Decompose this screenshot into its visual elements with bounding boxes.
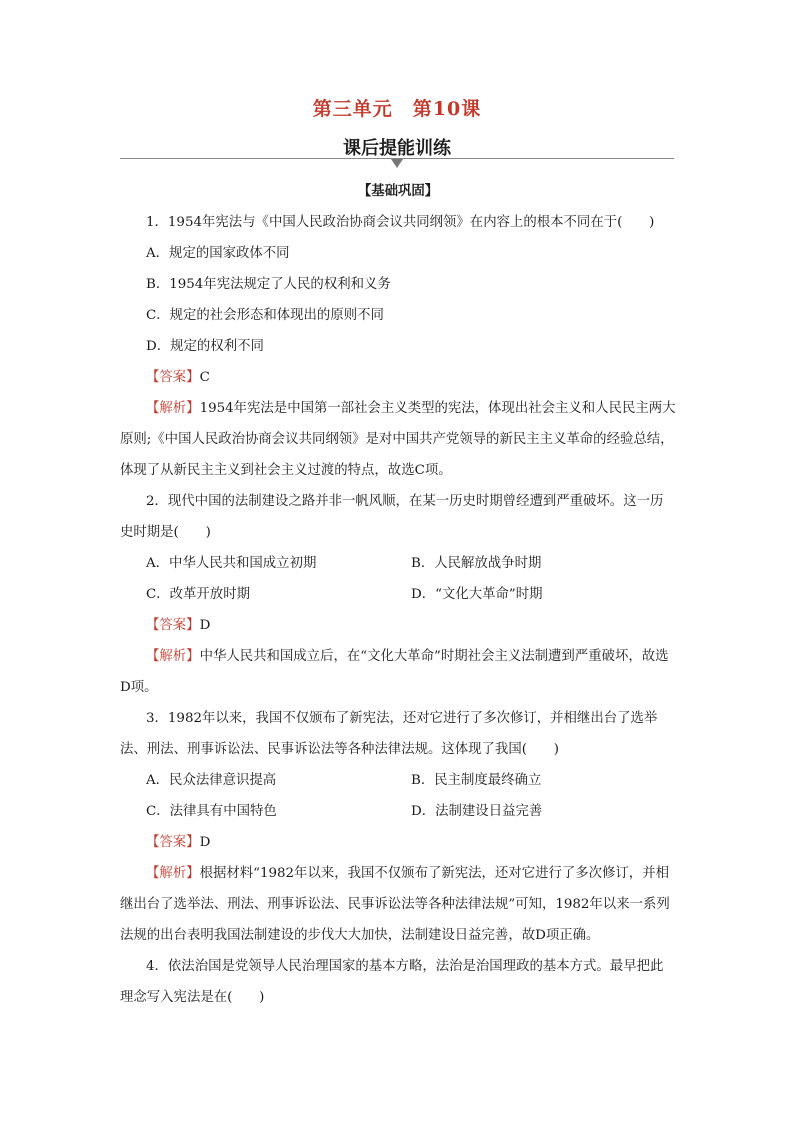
question-2-options-row-1: [120, 548, 676, 579]
question-2-answer: [120, 610, 676, 641]
page-subtitle: 课后提能训练: [343, 138, 451, 159]
question-2-options-row-2: [120, 579, 676, 610]
answer-label: 【答案】: [146, 370, 200, 385]
question-3-option-a: A．民众法律意识提高: [146, 773, 277, 788]
question-4-stem: 4．依法治国是党领导人民治理国家的基本方略，法治是治国理政的基本方式。最早把此理念写入宪法是在( ): [120, 959, 664, 1005]
question-1-analysis: [120, 393, 676, 486]
question-3-answer: [120, 827, 676, 858]
triangle-marker-icon: [391, 159, 403, 168]
analysis-text: 根据材料“1982年以来，我国不仅颁布了新宪法，还对它进行了多次修订，并相继出台了选举法、刑法、刑事诉讼法、民事诉讼法等各种法律法规”可知，1982年以来一系列法规的出台表明我国法制建设的步伐大大加快，法制建设日益完善，故D项正确。: [120, 866, 670, 943]
question-3-option-d: D．法制建设日益完善: [411, 804, 543, 819]
analysis-text: 中华人民共和国成立后，在“文化大革命”时期社会主义法制遭到严重破坏，故选D项。: [120, 649, 669, 695]
exercise-content: [120, 176, 676, 1013]
answer-label: 【答案】: [146, 835, 200, 850]
question-2-option-b: B．人民解放战争时期: [411, 556, 542, 571]
analysis-label: 【解析】: [146, 866, 200, 881]
page-title: 第三单元 第10课: [312, 98, 482, 120]
question-1-option-a: A．规定的国家政体不同: [146, 246, 290, 261]
question-2-option-d: D．“文化大革命”时期: [411, 587, 543, 602]
question-2-analysis: [120, 641, 676, 703]
question-2-option-a: A．中华人民共和国成立初期: [146, 556, 317, 571]
question-1-option-b: B．1954年宪法规定了人民的权利和义务: [146, 277, 391, 292]
answer-value: C: [199, 370, 210, 385]
question-2-stem: 2．现代中国的法制建设之路并非一帆风顺，在某一历史时期曾经遭到严重破坏。这一历史时期是( ): [120, 494, 664, 540]
question-2-option-c: C．改革开放时期: [146, 587, 250, 602]
question-1-answer: [120, 362, 676, 393]
question-1-option-d: D．规定的权利不同: [146, 339, 264, 354]
question-3-analysis: [120, 858, 676, 951]
analysis-label: 【解析】: [146, 401, 200, 416]
question-3-option-b: B．民主制度最终确立: [411, 773, 542, 788]
question-3-stem: 3．1982年以来，我国不仅颁布了新宪法，还对它进行了多次修订，并相继出台了选举法、刑法、刑事诉讼法、民事诉讼法等各种法律法规。这体现了我国( ): [120, 711, 658, 757]
answer-value: D: [199, 618, 211, 633]
question-1-option-c: C．规定的社会形态和体现出的原则不同: [146, 308, 384, 323]
analysis-text: 1954年宪法是中国第一部社会主义类型的宪法，体现出社会主义和人民民主两大原则;《中国人民政治协商会议共同纲领》是对中国共产党领导的新民主主义革命的经验总结，体现了从新民主主义到社会主义过渡的特点，故选C项。: [120, 401, 676, 478]
question-3-option-c: C．法律具有中国特色: [146, 804, 277, 819]
analysis-label: 【解析】: [146, 649, 200, 664]
answer-label: 【答案】: [146, 618, 200, 633]
question-1-stem: 1．1954年宪法与《中国人民政治协商会议共同纲领》在内容上的根本不同在于( ): [146, 215, 655, 230]
answer-value: D: [199, 835, 211, 850]
question-3-options-row-2: [120, 796, 676, 827]
question-3-options-row-1: [120, 765, 676, 796]
section-heading: 【基础巩固】: [357, 183, 439, 199]
